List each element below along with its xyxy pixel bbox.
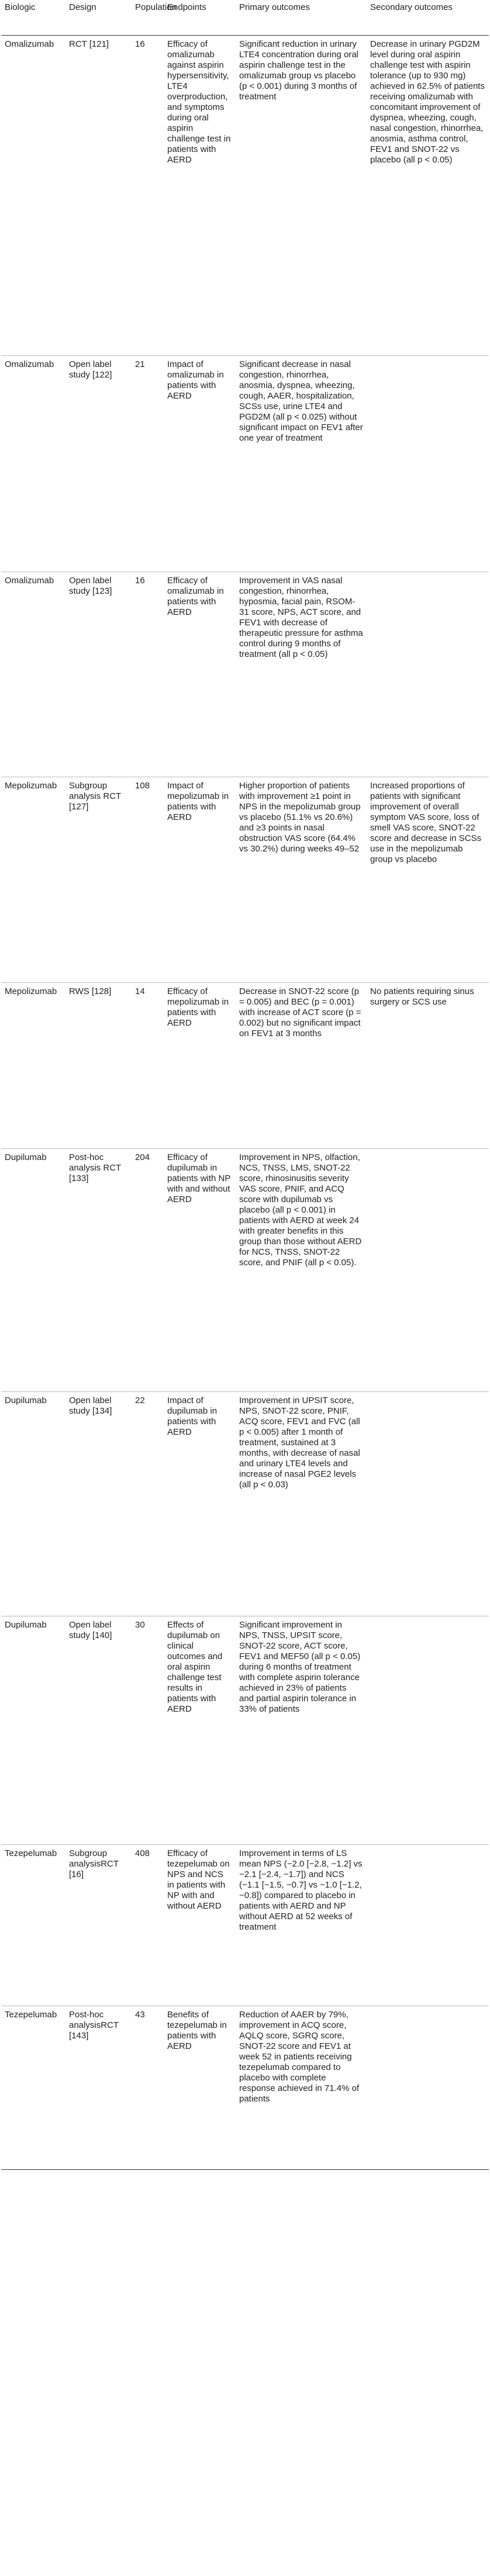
cell-design: Subgroup analysis RCT [127] bbox=[65, 777, 132, 983]
header-design: Design bbox=[65, 0, 132, 36]
table-row bbox=[1, 356, 489, 572]
table-row bbox=[1, 36, 489, 356]
cell-primary-outcomes: Improvement in VAS nasal congestion, rhinorrhea, hyposmia, facial pain, RSOM-31 score, NPS, ACT score, and FEV1 with decrease of therapeutic pressure for asthma control during 9 months of treatment (all p < 0.05) bbox=[236, 572, 367, 777]
biologics-table bbox=[1, 0, 489, 2170]
cell-endpoints: Impact of dupilumab in patients with AERD bbox=[164, 1392, 236, 1616]
cell-endpoints: Impact of omalizumab in patients with AERD bbox=[164, 356, 236, 572]
header-biologic: Biologic bbox=[1, 0, 65, 36]
header-row bbox=[1, 0, 489, 36]
cell-endpoints: Effects of dupilumab on clinical outcomes and oral aspirin challenge test results in patients with AERD bbox=[164, 1616, 236, 1845]
cell-population: 21 bbox=[132, 356, 164, 572]
cell-secondary-outcomes bbox=[367, 1845, 489, 2006]
cell-biologic: Omalizumab bbox=[1, 356, 65, 572]
cell-design: RWS [128] bbox=[65, 983, 132, 1149]
cell-primary-outcomes: Significant reduction in urinary LTE4 concentration during oral aspirin challenge test in the omalizumab group vs placebo (p < 0.001) during 3 months of treatment bbox=[236, 36, 367, 356]
cell-endpoints: Efficacy of tezepelumab on NPS and NCS in patients with NP with and without AERD bbox=[164, 1845, 236, 2006]
header-population: Population bbox=[132, 0, 164, 36]
cell-secondary-outcomes: Increased proportions of patients with significant improvement of overall symptom VAS score, loss of smell VAS score, SNOT-22 score and decrease in SCSs use in the mepolizumab group vs placebo bbox=[367, 777, 489, 983]
cell-endpoints: Benefits of tezepelumab in patients with AERD bbox=[164, 2006, 236, 2170]
cell-population: 43 bbox=[132, 2006, 164, 2170]
cell-design: Open label study [140] bbox=[65, 1616, 132, 1845]
cell-primary-outcomes: Decrease in SNOT-22 score (p = 0.005) and BEC (p = 0.001) with increase of ACT score (p = 0.002) but no significant impact on FEV1 at 3 months bbox=[236, 983, 367, 1149]
table-row bbox=[1, 983, 489, 1149]
cell-primary-outcomes: Significant decrease in nasal congestion, rhinorrhea, anosmia, dyspnea, wheezing, cough, AAER, hospitalization, SCSs use, urine LTE4 and PGD2M (all p < 0.025) without significant impact on FEV1 after one year of treatment bbox=[236, 356, 367, 572]
cell-primary-outcomes: Higher proportion of patients with improvement ≥1 point in NPS in the mepolizumab group vs placebo (51.1% vs 20.6%) and ≥3 points in nasal obstruction VAS score (64.4% vs 30.2%) during weeks 49–52 bbox=[236, 777, 367, 983]
header-secondary-outcomes: Secondary outcomes bbox=[367, 0, 489, 36]
table-row bbox=[1, 572, 489, 777]
cell-biologic: Dupilumab bbox=[1, 1616, 65, 1845]
cell-population: 204 bbox=[132, 1149, 164, 1392]
cell-secondary-outcomes bbox=[367, 1616, 489, 1845]
cell-secondary-outcomes: No patients requiring sinus surgery or SCS use bbox=[367, 983, 489, 1149]
cell-primary-outcomes: Improvement in NPS, olfaction, NCS, TNSS, LMS, SNOT-22 score, rhinosinusitis severity VAS score, PNIF, and ACQ score with dupilumab vs placebo (all p < 0.001) in patients with AERD at week 24 with greater benefits in this group than those without AERD for NCS, TNSS, SNOT-22 score, and PNIF (all p < 0.05). bbox=[236, 1149, 367, 1392]
cell-secondary-outcomes: Decrease in urinary PGD2M level during oral aspirin challenge test with aspirin tolerance (up to 930 mg) achieved in 62.5% of patients receiving omalizumab with concomitant improvement of dyspnea, wheezing, cough, nasal congestion, rhinorrhea, anosmia, asthma control, FEV1 and SNOT-22 vs placebo (all p < 0.05) bbox=[367, 36, 489, 356]
cell-design: Subgroup analysisRCT [16] bbox=[65, 1845, 132, 2006]
cell-biologic: Mepolizumab bbox=[1, 983, 65, 1149]
table-row bbox=[1, 2006, 489, 2170]
cell-primary-outcomes: Reduction of AAER by 79%, improvement in ACQ score, AQLQ score, SGRQ score, SNOT-22 score and FEV1 at week 52 in patients receiving tezepelumab compared to placebo with complete response achieved in 71.4% of patients bbox=[236, 2006, 367, 2170]
cell-design: Post-hoc analysisRCT [143] bbox=[65, 2006, 132, 2170]
cell-design: Post-hoc analysis RCT [133] bbox=[65, 1149, 132, 1392]
cell-biologic: Tezepelumab bbox=[1, 1845, 65, 2006]
cell-endpoints: Impact of mepolizumab in patients with AERD bbox=[164, 777, 236, 983]
table-body bbox=[1, 36, 489, 2170]
table-row bbox=[1, 777, 489, 983]
cell-primary-outcomes: Significant improvement in NPS, TNSS, UPSIT score, SNOT-22 score, ACT score, FEV1 and MEF50 (all p < 0.05) during 6 months of treatment with complete aspirin tolerance achieved in 23% of patients and partial aspirin tolerance in 33% of patients bbox=[236, 1616, 367, 1845]
cell-endpoints: Efficacy of dupilumab in patients with NP with and without AERD bbox=[164, 1149, 236, 1392]
table-row bbox=[1, 1845, 489, 2006]
cell-population: 408 bbox=[132, 1845, 164, 2006]
cell-population: 108 bbox=[132, 777, 164, 983]
table-header bbox=[1, 0, 489, 36]
cell-biologic: Omalizumab bbox=[1, 36, 65, 356]
cell-population: 30 bbox=[132, 1616, 164, 1845]
cell-biologic: Dupilumab bbox=[1, 1149, 65, 1392]
cell-endpoints: Efficacy of mepolizumab in patients with AERD bbox=[164, 983, 236, 1149]
cell-design: RCT [121] bbox=[65, 36, 132, 356]
cell-population: 22 bbox=[132, 1392, 164, 1616]
cell-biologic: Mepolizumab bbox=[1, 777, 65, 983]
cell-secondary-outcomes bbox=[367, 1149, 489, 1392]
cell-biologic: Tezepelumab bbox=[1, 2006, 65, 2170]
cell-primary-outcomes: Improvement in UPSIT score, NPS, SNOT-22 score, PNIF, ACQ score, FEV1 and FVC (all p < 0.005) after 1 month of treatment, sustained at 3 months, with decrease of nasal and urinary LTE4 levels and increase of nasal PGE2 levels (all p < 0.03) bbox=[236, 1392, 367, 1616]
cell-biologic: Dupilumab bbox=[1, 1392, 65, 1616]
table-row bbox=[1, 1149, 489, 1392]
cell-secondary-outcomes bbox=[367, 2006, 489, 2170]
cell-primary-outcomes: Improvement in terms of LS mean NPS (−2.0 [−2.8, −1.2] vs −2.1 [−2.4, −1.7]) and NCS (−1.1 [−1.5, −0.7] vs −1.0 [−1.2, −0.8]) compared to placebo in patients with AERD and NP without AERD at 52 weeks of treatment bbox=[236, 1845, 367, 2006]
cell-endpoints: Efficacy of omalizumab against aspirin hypersensitivity, LTE4 overproduction, and symptoms during oral aspirin challenge test in patients with AERD bbox=[164, 36, 236, 356]
cell-population: 16 bbox=[132, 572, 164, 777]
table-row bbox=[1, 1392, 489, 1616]
cell-design: Open label study [122] bbox=[65, 356, 132, 572]
cell-population: 14 bbox=[132, 983, 164, 1149]
cell-secondary-outcomes bbox=[367, 572, 489, 777]
cell-design: Open label study [134] bbox=[65, 1392, 132, 1616]
cell-secondary-outcomes bbox=[367, 356, 489, 572]
header-primary-outcomes: Primary outcomes bbox=[236, 0, 367, 36]
cell-design: Open label study [123] bbox=[65, 572, 132, 777]
table-row bbox=[1, 1616, 489, 1845]
header-endpoints: Endpoints bbox=[164, 0, 236, 36]
cell-endpoints: Efficacy of omalizumab in patients with AERD bbox=[164, 572, 236, 777]
cell-population: 16 bbox=[132, 36, 164, 356]
cell-biologic: Omalizumab bbox=[1, 572, 65, 777]
cell-secondary-outcomes bbox=[367, 1392, 489, 1616]
